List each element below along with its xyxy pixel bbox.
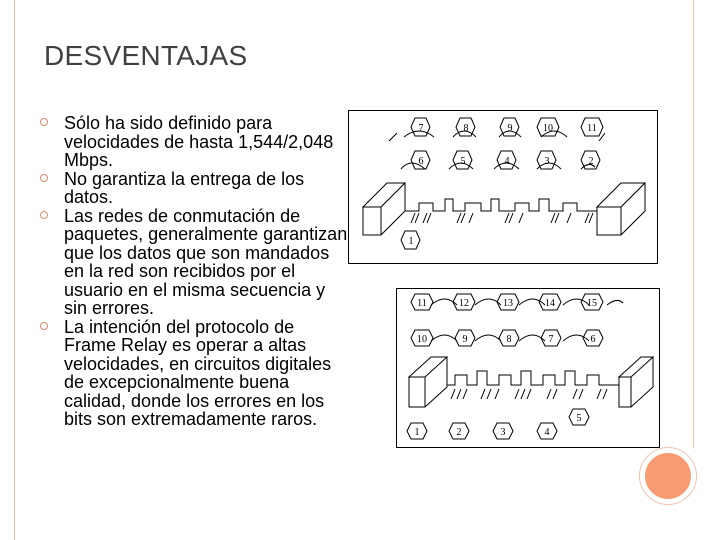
packet-label: 6 (418, 156, 424, 167)
bullet-item (38, 318, 348, 429)
bullet-item (38, 207, 348, 318)
bullet-item (38, 114, 348, 170)
packet-label: 5 (576, 413, 582, 424)
figure-bottom-svg (397, 289, 659, 447)
packet-label: 10 (543, 123, 553, 134)
packet-label: 2 (588, 156, 594, 167)
bullet-circle-icon (40, 211, 48, 219)
packet-label: 1 (408, 236, 414, 247)
packet-label: 4 (544, 427, 550, 438)
packet-label: 15 (587, 298, 597, 309)
slide-frame-right (693, 0, 694, 448)
bullet-text: Las redes de conmutación de paquetes, generalmente garantizan que los datos que son mandados en la red son recibidos por el usuario en el misma secuencia y sin errores. (64, 205, 348, 318)
packet-label: 3 (500, 427, 506, 438)
bullet-list (38, 114, 348, 429)
packet-label: 10 (417, 334, 427, 345)
bullet-circle-icon (40, 118, 48, 126)
frame-relay-figure-bottom (396, 288, 660, 448)
packet-label: 13 (503, 298, 513, 309)
packet-label: 12 (459, 298, 469, 309)
packet-label: 2 (456, 427, 462, 438)
packet-label: 11 (587, 123, 597, 134)
bullet-text: No garantiza la entrega de los datos. (64, 168, 305, 207)
packet-label: 4 (504, 156, 510, 167)
packet-label: 7 (548, 334, 554, 345)
packet-label: 8 (506, 334, 512, 345)
bullet-text: La intención del protocolo de Frame Relay es operar a altas velocidades, en circuitos digitales de excepcionalmente buena calidad, donde los errores en los bits son extremadamente raros. (64, 316, 332, 429)
slide-title: DESVENTAJAS (44, 40, 248, 71)
packet-label: 1 (414, 427, 420, 438)
bullet-text: Sólo ha sido definido para velocidades de hasta 1,544/2,048 Mbps. (64, 113, 334, 170)
decorative-circle (640, 448, 696, 504)
packet-label: 9 (507, 123, 513, 134)
bullet-circle-icon (40, 322, 48, 330)
bullet-circle-icon (40, 174, 48, 182)
figure-top-svg (349, 111, 657, 263)
packet-label: 7 (418, 123, 424, 134)
packet-label: 9 (462, 334, 468, 345)
packet-label: 5 (460, 156, 466, 167)
packet-label: 3 (544, 156, 550, 167)
packet-label: 8 (463, 123, 469, 134)
slide-frame-left (14, 0, 15, 540)
packet-label: 11 (417, 298, 427, 309)
frame-relay-figure-top (348, 110, 658, 264)
bullet-item (38, 170, 348, 207)
packet-label: 14 (545, 298, 555, 309)
packet-label: 6 (590, 334, 596, 345)
